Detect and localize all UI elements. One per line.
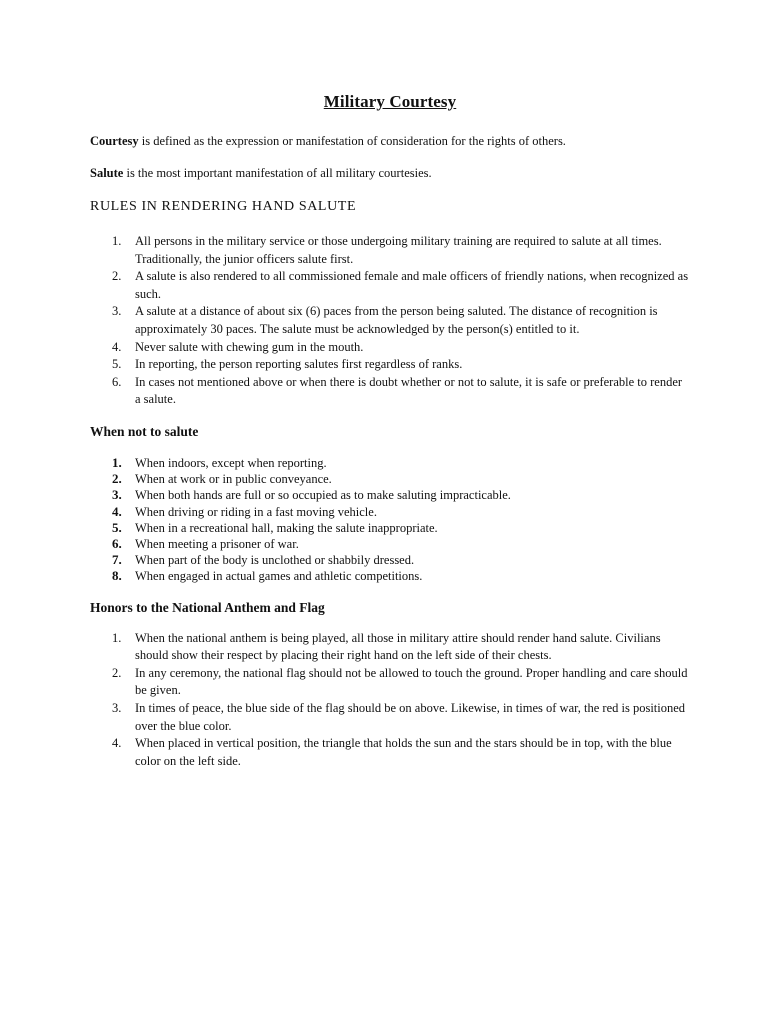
list-number: 6. [112, 374, 122, 389]
list-item [90, 339, 690, 357]
list-item [90, 552, 690, 568]
list-text: When indoors, except when reporting. [135, 455, 327, 470]
courtesy-definition [90, 134, 690, 149]
list-item [90, 700, 690, 735]
list-number: 5. [112, 357, 122, 372]
list-text: Never salute with chewing gum in the mouth. [135, 339, 364, 354]
salute-term: Salute [90, 166, 124, 180]
list-text: In cases not mentioned above or when there is doubt whether or not to salute, it is safe or preferable to render a salute. [135, 374, 683, 407]
list-text: In times of peace, the blue side of the flag should be on above. Likewise, in times of war, the red is positioned over the blue color. [135, 700, 686, 733]
when-not-to-salute-list [90, 455, 690, 585]
list-text: When meeting a prisoner of war. [135, 536, 299, 551]
list-text: When both hands are full or so occupied as to make saluting impracticable. [135, 488, 511, 503]
list-number: 5. [112, 519, 122, 535]
document-page [90, 92, 690, 770]
list-number: 4. [112, 736, 122, 751]
list-item [90, 665, 690, 700]
list-number: 7. [112, 552, 122, 568]
page-title: Military Courtesy [323, 92, 457, 111]
list-text: In any ceremony, the national flag should not be allowed to touch the ground. Proper handling and care should be given. [135, 665, 688, 698]
section-heading-salute-rules: RULES IN RENDERING HAND SALUTE [90, 199, 357, 214]
list-item [90, 735, 690, 770]
list-text: When driving or riding in a fast moving vehicle. [135, 504, 377, 519]
list-item [90, 487, 690, 503]
section-heading-when-not-to-salute: When not to salute [90, 423, 199, 439]
courtesy-text: is defined as the expression or manifestation of consideration for the rights of others. [138, 134, 566, 148]
spacer [90, 585, 690, 600]
list-number: 4. [112, 339, 122, 354]
courtesy-term: Courtesy [90, 134, 139, 148]
list-number: 2. [112, 269, 122, 284]
list-number: 3. [112, 700, 122, 715]
list-item [90, 520, 690, 536]
list-text: When the national anthem is being played, all those in military attire should render hand salute. Civilians should show their respect by placing their right hand on the left side of their chests. [135, 630, 661, 663]
list-number: 8. [112, 568, 122, 584]
list-item [90, 356, 690, 374]
list-number: 1. [112, 234, 122, 248]
list-item [90, 536, 690, 552]
honors-list [90, 630, 690, 771]
list-item [90, 268, 690, 303]
list-text: When in a recreational hall, making the salute inappropriate. [135, 520, 438, 535]
list-number: 2. [112, 471, 122, 487]
list-text: A salute at a distance of about six (6) paces from the person being saluted. The distance of recognition is approximately 30 paces. The salute must be acknowledged by the person(s) entitled to it. [135, 304, 658, 336]
list-item [90, 303, 690, 338]
list-item [90, 504, 690, 520]
list-item [90, 374, 690, 409]
list-number: 3. [112, 304, 122, 319]
list-item [90, 630, 690, 665]
list-item [90, 455, 690, 471]
list-text: When engaged in actual games and athletic competitions. [135, 569, 423, 584]
spacer [90, 409, 690, 424]
list-number: 1. [112, 454, 122, 470]
list-item [90, 233, 690, 268]
list-text: A salute is also rendered to all commissioned female and male officers of friendly nations, when recognized as such. [135, 269, 689, 301]
list-number: 6. [112, 535, 122, 551]
list-text: In reporting, the person reporting salutes first regardless of ranks. [135, 357, 463, 372]
list-text: When part of the body is unclothed or shabbily dressed. [135, 553, 415, 568]
list-text: All persons in the military service or those undergoing military training are required to salute at all times. Traditionally, the junior officers salute first. [135, 234, 662, 266]
list-number: 3. [112, 487, 122, 503]
list-item [90, 568, 690, 584]
list-text: When placed in vertical position, the triangle that holds the sun and the stars should be in top, with the blue color on the left side. [135, 736, 672, 768]
list-item [90, 471, 690, 487]
list-number: 2. [112, 665, 122, 680]
salute-definition [90, 166, 690, 181]
section-heading-honors: Honors to the National Anthem and Flag [90, 599, 325, 615]
list-number: 1. [112, 630, 122, 645]
list-number: 4. [112, 503, 122, 519]
salute-text: is the most important manifestation of all military courtesies. [123, 166, 432, 180]
list-text: When at work or in public conveyance. [135, 472, 332, 487]
salute-rules-list [90, 233, 690, 409]
